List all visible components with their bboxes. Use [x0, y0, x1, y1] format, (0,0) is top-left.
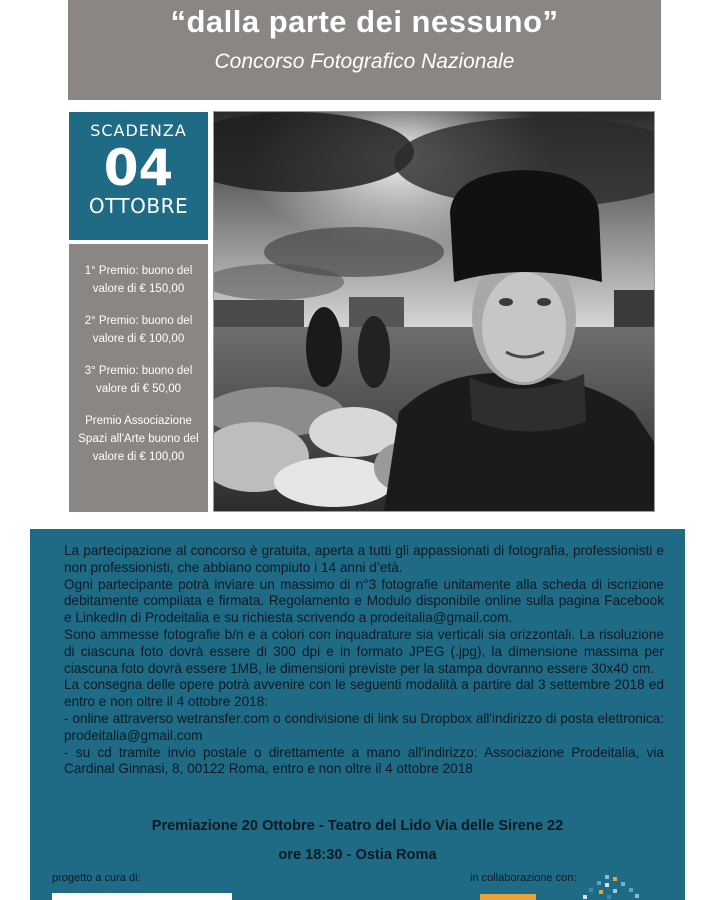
award-time-line: ore 18:30 - Ostia Roma	[278, 847, 437, 863]
prizes-box	[69, 244, 208, 512]
award-ceremony-line: Premiazione 20 Ottobre - Teatro del Lido Via delle Sirene 22	[151, 818, 564, 834]
curated-by-label: progetto a cura di:	[52, 872, 141, 884]
poster-title: “dalla parte dei nessuno”	[170, 4, 559, 39]
prize-association: Premio Associazione Spazi all'Arte buono del valore di € 100,00	[78, 415, 199, 463]
partner-dots-logo	[575, 873, 655, 900]
info-panel	[30, 529, 685, 900]
partner-logo	[480, 894, 536, 900]
poster-subtitle: Concorso Fotografico Nazionale	[214, 50, 515, 73]
deadline-label: SCADENZA	[90, 121, 187, 140]
prize-third: 3° Premio: buono del valore di € 50,00	[84, 365, 193, 395]
collaboration-label: in collaborazione con:	[470, 872, 577, 884]
info-paragraph: La partecipazione al concorso è gratuita, aperta a tutti gli appassionati di fotografia, professionisti e non professionisti, che abbiano compiuto i 14 anni d’età.	[64, 543, 664, 575]
portrait-photo	[213, 111, 655, 512]
deadline-day: 04	[103, 139, 174, 197]
info-paragraph: - online attraverso wetransfer.com o condivisione di link su Dropbox all'indirizzo di posta elettronica: prodeitalia@gmail.com	[64, 710, 664, 743]
info-paragraph: La consegna delle opere potrà avvenire con le seguenti modalità a partire dal 3 settembre 2018 ed entro e non oltre il 4 ottobre 2018:	[64, 677, 664, 710]
info-paragraph: Sono ammesse fotografie b/n e a colori con inquadrature sia verticali sia orizzontali. La risoluzione di ciascuna foto dovrà essere di 300 dpi e in formato JPEG (.jpg), la dimensione massima per ciascuna foto dovrà essere 1MB, le dimensioni previste per la stampa dovranno essere 30x40 cm.	[64, 626, 664, 676]
prize-second: 2° Premio: buono del valore di € 100,00	[84, 315, 193, 345]
info-text	[64, 543, 664, 778]
organizer-logo	[52, 893, 232, 900]
info-paragraph: Ogni partecipante potrà inviare un massimo di n°3 fotografie unitamente alla scheda di iscrizione debitamente compilata e firmata. Regolamento e Modulo disponibile online sulla pagina Facebook e LinkedIn di Prodeitalia e su richiesta scrivendo a prodeitalia@gmail.com.	[64, 576, 664, 626]
prize-first: 1° Premio: buono del valore di € 150,00	[84, 265, 193, 295]
portrait-photo-illustration	[214, 112, 654, 511]
deadline-month: OTTOBRE	[88, 194, 189, 218]
title-band	[68, 0, 661, 100]
deadline-box	[69, 112, 208, 240]
info-paragraph: - su cd tramite invio postale o direttamente a mano all'indirizzo: Associazione Prodeitalia, via Cardinal Ginnasi, 8, 00122 Roma, entro e non oltre il 4 ottobre 2018	[64, 744, 664, 777]
